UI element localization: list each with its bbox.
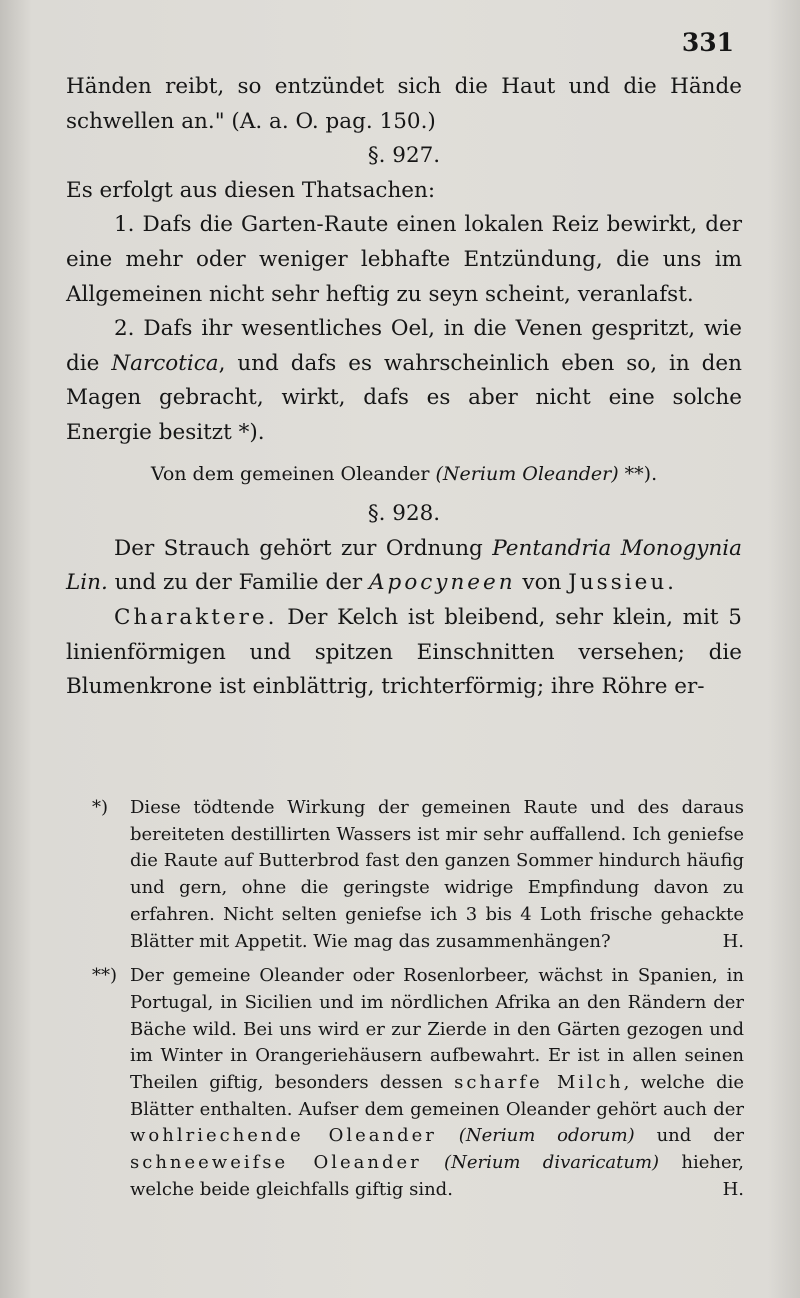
text-span: , welche die Blätter enthalten. Aufser dem gemeinen Oleander gehört auch der [130, 1072, 744, 1120]
latin-name: (Nerium Oleander) [435, 462, 619, 485]
footnote-2 [92, 963, 744, 1203]
latin-name: (Nerium odorum) [436, 1125, 635, 1147]
footnote-marker: **) [92, 965, 118, 987]
spaced-name: Jussieu. [568, 570, 678, 596]
text-span: , und dafs es wahrscheinlich eben so, in den Magen gebracht, wirkt, dafs es aber nicht eine solche Energie besitzt *). [66, 350, 743, 445]
latin-name: (Nerium divaricatum) [421, 1152, 660, 1174]
footnote-marker: *) [92, 797, 109, 818]
signature: H. [722, 930, 744, 952]
text-span: von [515, 570, 569, 596]
paragraph-continuation: Händen reibt, so entzündet sich die Haut und die Hände schwellen an." (A. a. O. pag. 150.) [66, 74, 742, 134]
section-heading-927: §. 927. [367, 143, 441, 169]
main-text [66, 70, 742, 705]
text-span: 2. Dafs ihr wesentliches Oel, in die Venen gespritzt, wie die [66, 316, 742, 376]
italic-term: Apocyneen [369, 570, 516, 596]
italic-term: Pentandria Monogynia Lin. [66, 535, 742, 596]
spaced-term: Charaktere. [114, 604, 278, 630]
footnote-1 [92, 795, 744, 955]
text-span: Der gemeine Oleander oder Rosenlorbeer, wächst in Spanien, in Portugal, in Sicilien und im nördlichen Afrika an den Rändern der Bäche wild. Bei uns wird er zur Zierde in den Gärten gezogen und im Winter in Orangeriehäusern aufbewahrt. Er ist in allen seinen Theilen giftig, besonders dessen [130, 965, 744, 1094]
paragraph-intro: Es erfolgt aus diesen Thatsachen: [66, 177, 436, 203]
paragraph-classification [66, 532, 742, 601]
subsection-heading-oleander [66, 451, 742, 498]
footnotes [92, 795, 744, 1212]
paragraph-point-1: 1. Dafs die Garten-Raute einen lokalen Reiz bewirkt, der eine mehr oder weniger lebhafte Entzündung, die uns im Allgemeinen nicht sehr heftig zu seyn scheint, veranlafst. [66, 212, 742, 307]
spaced-term: wohlriechende Oleander [130, 1125, 437, 1147]
paragraph-characteristics [66, 601, 742, 705]
footnote-text: Diese tödtende Wirkung der gemeinen Raute und des daraus bereiteten destillirten Wassers ist mir sehr auffallend. Ich geniefse die Raute auf Butterbrod fast den ganzen Sommer hindurch häufig und gern, ohne die geringste widrige Empfindung davon zu erfahren. Nicht selten geniefse ich 3 bis 4 Loth frische gehackte Blätter mit Appetit. Wie mag das zusammenhängen? [130, 797, 744, 952]
spaced-term: scharfe Milch [454, 1072, 624, 1094]
page-number: 331 [681, 28, 734, 57]
signature: H. [722, 1178, 744, 1200]
paragraph-point-2 [66, 312, 742, 450]
section-heading-928: §. 928. [367, 501, 441, 527]
text-span: hieher, welche beide gleichfalls giftig sind. [130, 1152, 744, 1200]
text-span: Von dem gemeinen Oleander [150, 462, 436, 485]
italic-term: Narcotica [111, 350, 219, 376]
text-span: Der Strauch gehört zur Ordnung [114, 535, 493, 561]
text-span: und zu der Familie der [107, 570, 370, 596]
text-span: **). [618, 462, 658, 485]
text-span: Der Kelch ist bleibend, sehr klein, mit 5 linienförmigen und spitzen Einschnitten versehen; die Blumenkrone ist einblättrig, trichterförmig; ihre Röhre er- [66, 604, 742, 700]
text-span: und der [634, 1125, 744, 1147]
spaced-term: schneeweifse Oleander [130, 1152, 422, 1174]
